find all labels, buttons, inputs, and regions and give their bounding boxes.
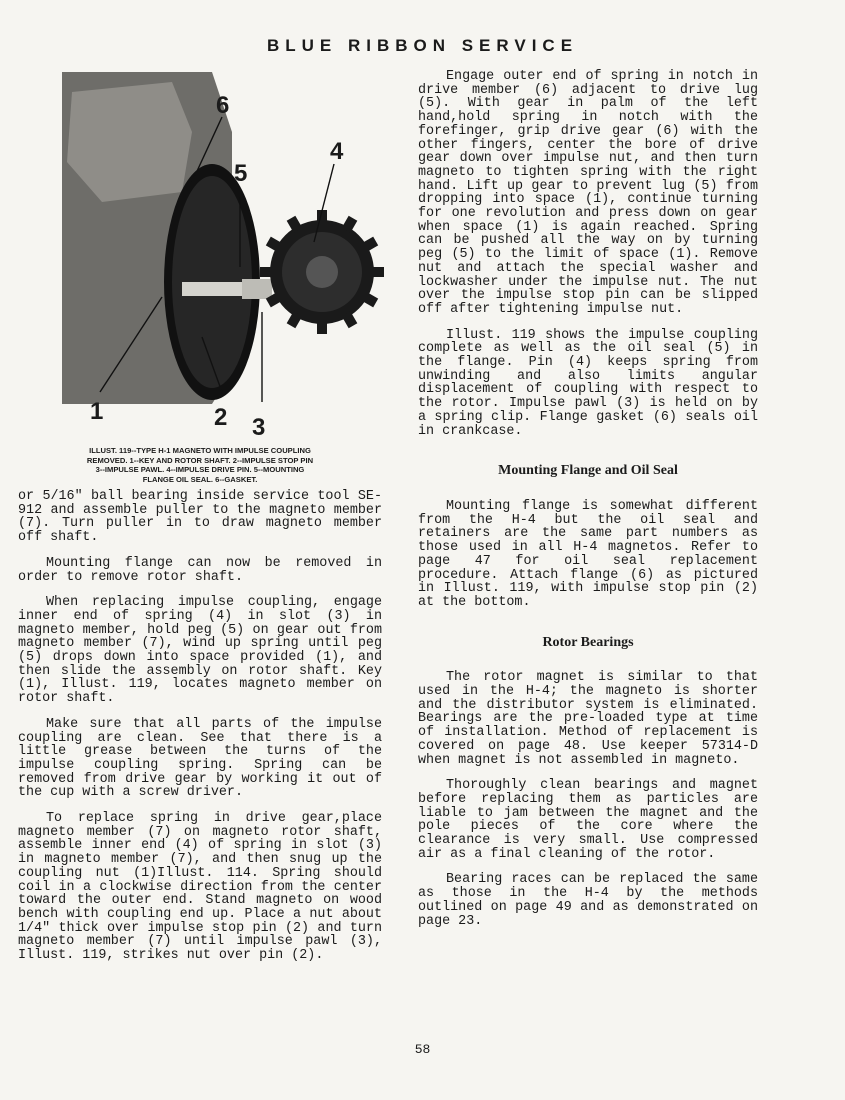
caption-line: ILLUST. 119--TYPE H-1 MAGNETO WITH IMPULSE COUPLING	[89, 446, 311, 455]
callout-3: 3	[252, 414, 266, 441]
paragraph: Mounting flange is somewhat different from the H-4 but the oil seal and retainers are the same part numbers as those used in all H-4 magnetos. Refer to page 47 for oil seal replacement procedure. Attach flange (6) as pictured in Illust. 119, with impulse stop pin (2) at the bottom.	[418, 498, 758, 610]
paragraph: The rotor magnet is similar to that used in the H-4; the magneto is shorter and the distributor system is eliminated. Bearings are the pre-loaded type at time of installation. Method of replacement is covered on page 48. Use keeper 57314-D when magnet is not assembled in magneto.	[418, 670, 758, 768]
callout-4: 4	[330, 138, 344, 165]
paragraph: When replacing impulse coupling, engage inner end of spring (4) in slot (3) in magneto member, hold peg (5) on gear out from magneto member (7), wind up spring until peg (5) drops down into space provided (1), and then slide the assembly on rotor shaft. Key (1), Illust. 119, locates magneto member on rotor shaft.	[18, 595, 382, 707]
callout-5: 5	[234, 160, 248, 187]
caption-line: REMOVED. 1--KEY AND ROTOR SHAFT. 2--IMPULSE STOP PIN	[86, 455, 314, 465]
paragraph: or 5/16" ball bearing inside service tool SE-912 and assemble puller to the magneto member (7). Turn puller in to draw magneto member off shaft.	[18, 489, 382, 546]
paragraph: Mounting flange can now be removed in order to remove rotor shaft.	[18, 555, 382, 585]
paragraph: To replace spring in drive gear,place magneto member (7) on magneto rotor shaft, assemble inner end (4) of spring in slot (3) in magneto member (7), and then snug up the coupling nut (1)Illust. 114. Spring should coil in a clockwise direction from the center toward the outer end. Stand magneto on wood bench with coupling end up. Place a nut about 1/4" thick over impulse stop pin (2) and turn magneto member (7) until impulse pawl (3), Illust. 119, strikes nut over pin (2).	[18, 811, 382, 964]
figure-caption	[18, 446, 382, 484]
callout-2: 2	[214, 404, 228, 431]
paragraph: Thoroughly clean bearings and magnet before replacing them as particles are liable to jam between the magnet and the pole pieces of the core where the clearance is very small. Use compressed air as a final cleaning of the rotor.	[418, 778, 758, 862]
right-column	[418, 70, 758, 940]
paragraph: Bearing races can be replaced the same as those in the H-4 by the methods outlined on page 49 and as demonstrated on page 23.	[418, 872, 758, 929]
callout-1: 1	[90, 398, 104, 425]
magneto-illustration	[62, 72, 390, 404]
page-number: 58	[414, 1042, 431, 1057]
paragraph: Illust. 119 shows the impulse coupling complete as well as the oil seal (5) in the flange. Pin (4) keeps spring from unwinding and also limits angular displacement of coupling with respect to the rotor. Impulse pawl (3) is held on by a spring clip. Flange gasket (6) seals oil in crankcase.	[418, 327, 758, 439]
caption-line: FLANGE OIL SEAL. 6--GASKET.	[142, 474, 258, 484]
caption-line: 3--IMPULSE PAWL. 4--IMPULSE DRIVE PIN. 5--MOUNTING	[95, 465, 305, 474]
page-header: BLUE RIBBON SERVICE	[266, 36, 579, 55]
left-column	[18, 490, 382, 975]
section-heading-mounting-flange: Mounting Flange and Oil Seal	[498, 463, 678, 479]
paragraph: Engage outer end of spring in notch in drive member (6) adjacent to drive lug (5). With gear in palm of the left hand,hold spring in notch with the forefinger, grip drive gear (6) with the other fingers, center the bore of drive gear down over impulse nut, and then turn magneto to tighten spring with the right hand. Lift up gear to prevent lug (5) from dropping into space (1), continue turning for one revolution and press down on gear when space (1) is again reached. Spring can be pushed all the way on by turning peg (5) to the limit of space (1). Remove nut and attach the special washer and lockwasher under the impulse nut. The nut over the impulse stop pin can be slipped off after tightening impulse nut.	[418, 69, 758, 317]
magneto-photo	[62, 72, 390, 404]
paragraph: Make sure that all parts of the impulse coupling are clean. See that there is a little grease between the turns of the impulse coupling spring. Spring can be removed from drive gear by working it out of the cup with a screw driver.	[18, 716, 382, 801]
section-heading-rotor-bearings: Rotor Bearings	[542, 634, 634, 650]
callout-6: 6	[216, 92, 230, 119]
